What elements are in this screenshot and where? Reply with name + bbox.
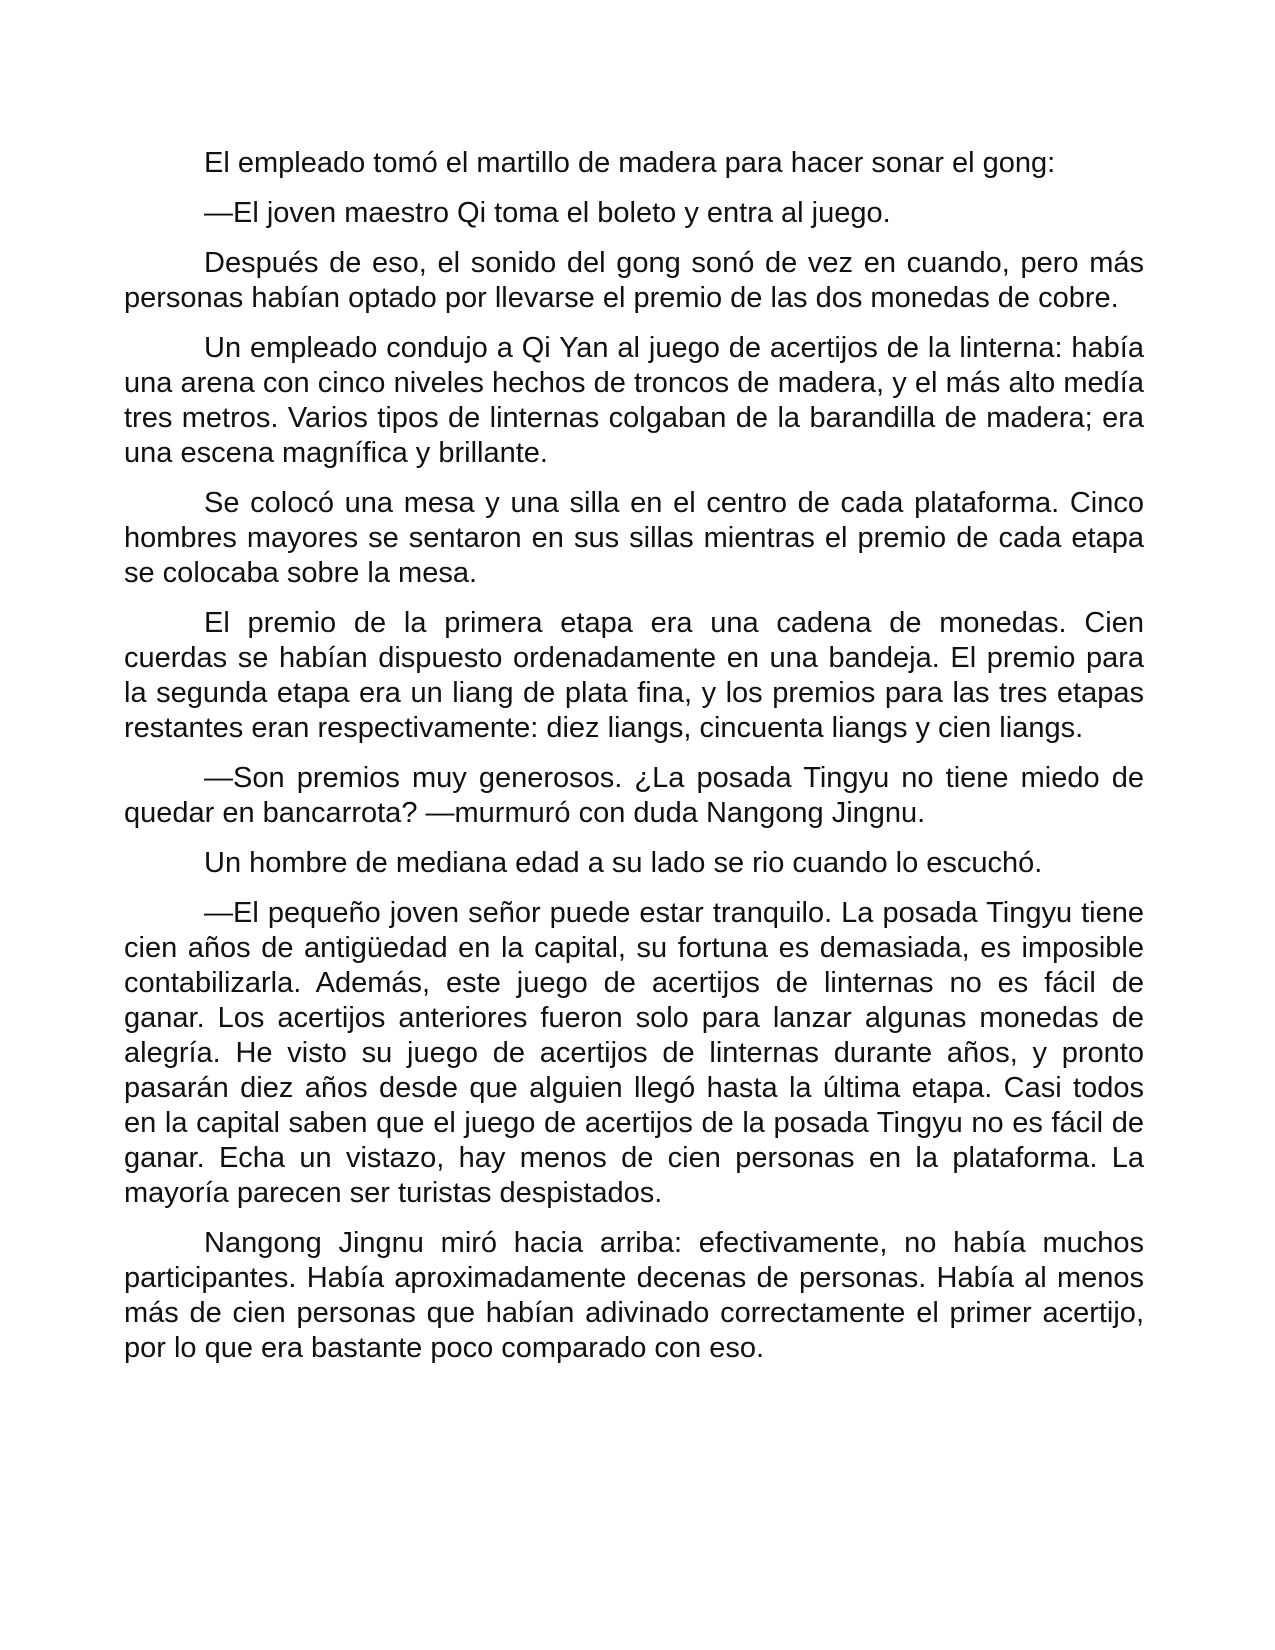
paragraph-9: —El pequeño joven señor puede estar tranquilo. La posada Tingyu tiene cien años de antigüedad en la capital, su fortuna es demasiada, es imposible contabilizarla. Además, este juego de acertijos de linternas no es fácil de ganar. Los acertijos anteriores fueron solo para lanzar algunas monedas de alegría. He visto su juego de acertijos de linternas durante años, y pronto pasarán diez años desde que alguien llegó hasta la última etapa. Casi todos en la capital saben que el juego de acertijos de la posada Tingyu no es fácil de ganar. Echa un vistazo, hay menos de cien personas en la plataforma. La mayoría parecen ser turistas despistados. bbox=[124, 897, 1144, 1209]
paragraph-10: Nangong Jingnu miró hacia arriba: efectivamente, no había muchos participantes. Había aproximadamente decenas de personas. Había al menos más de cien personas que habían adivinado correctamente el primer acertijo, por lo que era bastante poco comparado con eso. bbox=[124, 1227, 1144, 1364]
paragraph-6: El premio de la primera etapa era una cadena de monedas. Cien cuerdas se habían dispuesto ordenadamente en una bandeja. El premio para la segunda etapa era un liang de plata fina, y los premios para las tres etapas restantes eran respectivamente: diez liangs, cincuenta liangs y cien liangs. bbox=[124, 607, 1144, 744]
document-body bbox=[124, 146, 1144, 1381]
paragraph-2: —El joven maestro Qi toma el boleto y entra al juego. bbox=[204, 197, 891, 229]
paragraph-5: Se colocó una mesa y una silla en el centro de cada plataforma. Cinco hombres mayores se sentaron en sus sillas mientras el premio de cada etapa se colocaba sobre la mesa. bbox=[124, 487, 1144, 589]
paragraph-7: —Son premios muy generosos. ¿La posada Tingyu no tiene miedo de quedar en bancarrota? —murmuró con duda Nangong Jingnu. bbox=[124, 762, 1144, 829]
paragraph-4: Un empleado condujo a Qi Yan al juego de acertijos de la linterna: había una arena con cinco niveles hechos de troncos de madera, y el más alto medía tres metros. Varios tipos de linternas colgaban de la barandilla de madera; era una escena magnífica y brillante. bbox=[124, 332, 1144, 469]
paragraph-1: El empleado tomó el martillo de madera para hacer sonar el gong: bbox=[204, 147, 1056, 179]
paragraph-3: Después de eso, el sonido del gong sonó de vez en cuando, pero más personas habían optado por llevarse el premio de las dos monedas de cobre. bbox=[124, 247, 1144, 314]
paragraph-8: Un hombre de mediana edad a su lado se rio cuando lo escuchó. bbox=[204, 847, 1043, 879]
